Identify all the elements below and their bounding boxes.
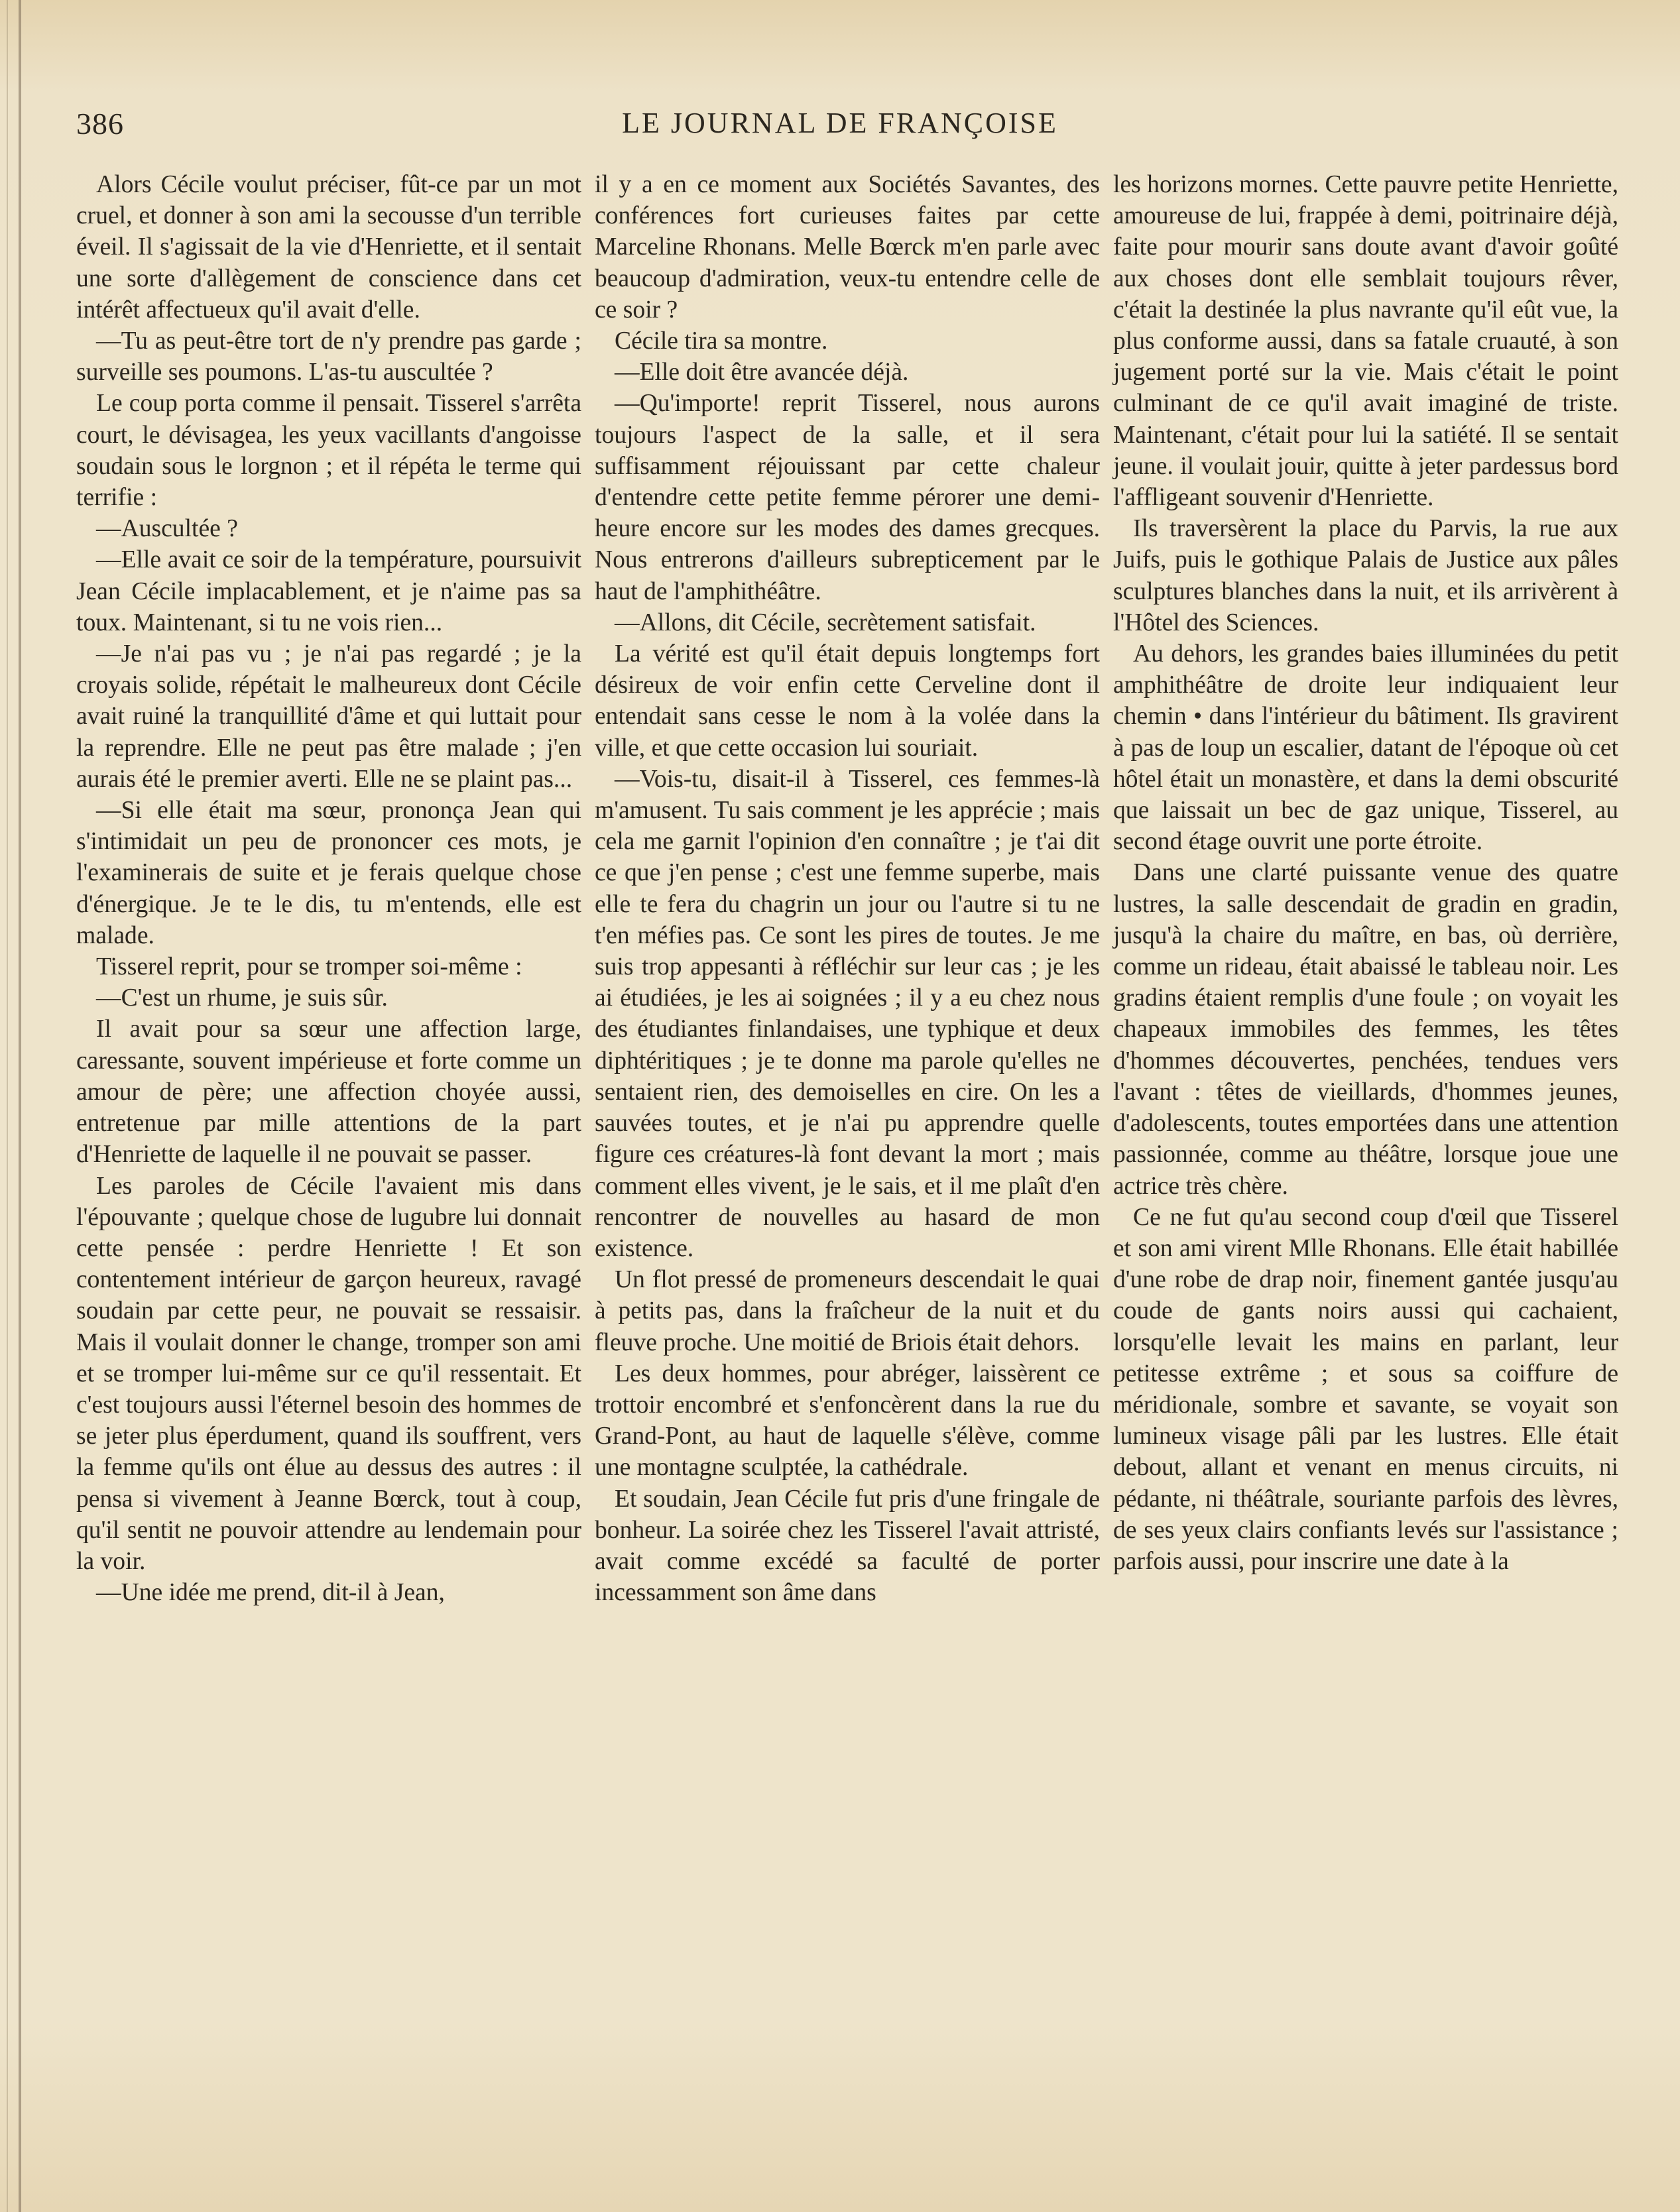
page-number: 386	[76, 107, 124, 141]
paragraph: Au dehors, les grandes baies illuminées du petit amphithéâtre de droite leur indiquaient leur chemin • dans l'intérieur du bâtiment. Ils gravirent à pas de loup un escalier, datant de l'époque où cet hôtel était un monastère, et dans la demi obscurité que laissait un bec de gaz unique, Tisserel, au second étage ouvrit une porte étroite.	[1113, 640, 1618, 856]
running-title: LE JOURNAL DE FRANÇOISE	[622, 107, 1058, 139]
column-left	[76, 169, 581, 2091]
binding-edge-shadow	[7, 0, 8, 2212]
text-columns	[76, 169, 1618, 2091]
paragraph: —Elle doit être avancée déjà.	[615, 359, 909, 386]
column-middle	[595, 169, 1100, 2091]
paragraph: les horizons mornes. Cette pauvre petite Henriette, amoureuse de lui, frappée à demi, poitrinaire déjà, faite pour mourir sans doute avant d'avoir goûté aux choses dont elle semblait toujours rêver, c'était la destinée la plus navrante qu'il eût vue, la plus conforme aussi, dans sa fatale cruauté, à son jugement porté sur la vie. Mais c'était le point culminant de ce qu'il avait imaginé de triste. Maintenant, c'était pour lui la satiété. Il se sentait jeune. il voulait jouir, quitte à jeter pardessus bord l'affligeant souvenir d'Henriette.	[1113, 171, 1618, 512]
paragraph: Cécile tira sa montre.	[615, 327, 828, 355]
paragraph: Le coup porta comme il pensait. Tisserel s'arrêta court, le dévisagea, les yeux vacillants d'angoisse soudain sous le lorgnon ; et il répéta le terme qui terrifie :	[76, 390, 581, 512]
paragraph: Et soudain, Jean Cécile fut pris d'une fringale de bonheur. La soirée chez les Tisserel l'avait attristé, avait comme excédé sa faculté de porter incessamment son âme dans	[595, 1485, 1100, 1607]
paragraph: Ils traversèrent la place du Parvis, la rue aux Juifs, puis le gothique Palais de Justice aux pâles sculptures blanches dans la nuit, et ils arrivèrent à l'Hôtel des Sciences.	[1113, 515, 1618, 636]
paragraph: —Elle avait ce soir de la température, poursuivit Jean Cécile implacablement, et je n'aime pas sa toux. Maintenant, si tu ne vois rien...	[76, 546, 581, 636]
paragraph: —Auscultée ?	[96, 515, 238, 543]
paragraph: —Si elle était ma sœur, prononça Jean qui s'intimidait un peu de prononcer ces mots, je l'examinerais de suite et je ferais quelque chose d'énergique. Je te le dis, tu m'entends, elle est malade.	[76, 797, 581, 949]
paragraph: Les deux hommes, pour abréger, laissèrent ce trottoir encombré et s'enfoncèrent dans la rue du Grand-Pont, au haut de laquelle s'élève, comme une montagne sculptée, la cathédrale.	[595, 1360, 1100, 1482]
paragraph: —Qu'importe! reprit Tisserel, nous aurons toujours l'aspect de la salle, et il sera suffisamment réjouissant par cette chaleur d'entendre cette petite femme pérorer une demi-heure encore sur les modes des dames grecques. Nous entrerons d'ailleurs subrepticement par le haut de l'amphithéâtre.	[595, 390, 1100, 605]
paragraph: Un flot pressé de promeneurs descendait le quai à petits pas, dans la fraîcheur de la nuit et du fleuve proche. Une moitié de Briois était dehors.	[595, 1266, 1100, 1356]
binding-edge	[19, 0, 21, 2212]
paragraph: —Allons, dit Cécile, secrètement satisfait.	[615, 609, 1036, 636]
paragraph: Ce ne fut qu'au second coup d'œil que Tisserel et son ami virent Mlle Rhonans. Elle était habillée d'une robe de drap noir, finement gantée jusqu'au coude de gants noirs aussi qui cachaient, lorsqu'elle levait les mains en parlant, leur petitesse extrême ; et sous sa coiffure de méridionale, sombre et savante, se voyait son lumineux visage pâli par les lustres. Elle était debout, allant et venant en menus circuits, ni pédante, ni théâtrale, souriante parfois des lèvres, de ses yeux clairs confiants levés sur l'assistance ; parfois aussi, pour inscrire une date à la	[1113, 1203, 1618, 1575]
paragraph: Alors Cécile voulut préciser, fût-ce par un mot cruel, et donner à son ami la secousse d'un terrible éveil. Il s'agissait de la vie d'Henriette, et il sentait une sorte d'allègement de conscience dans cet intérêt affectueux qu'il avait d'elle.	[76, 171, 581, 323]
paragraph: —C'est un rhume, je suis sûr.	[96, 984, 388, 1012]
paragraph: —Vois-tu, disait-il à Tisserel, ces femmes-là m'amusent. Tu sais comment je les apprécie ; mais cela me garnit l'opinion d'en connaître ; je t'ai dit ce que j'en pense ; c'est une femme superbe, mais elle te fera du chagrin un jour ou l'autre si tu ne t'en méfies pas. Ce sont les pires de toutes. Je me suis trop appesanti à réfléchir sur leur cas ; je les ai étudiées, je les ai soignées ; il y a eu chez nous des étudiantes finlandaises, une typhique et deux diphtéritiques ; je te donne ma parole qu'elles ne sentaient rien, des demoiselles en cire. On les a sauvées toutes, et je n'ai pu apprendre quelle figure ces créatures-là font devant la mort ; mais comment elles vivent, je le sais, et il me plaît d'en rencontrer de nouvelles au hasard de mon existence.	[595, 765, 1100, 1262]
paragraph: Tisserel reprit, pour se tromper soi-même :	[96, 953, 522, 981]
paragraph: —Une idée me prend, dit-il à Jean,	[96, 1579, 445, 1607]
paragraph: La vérité est qu'il était depuis longtemps fort désireux de voir enfin cette Cerveline dont il entendait sans cesse le nom à la volée dans la ville, et que cette occasion lui souriait.	[595, 640, 1100, 762]
paragraph: Dans une clarté puissante venue des quatre lustres, la salle descendait de gradin en gradin, jusqu'à la chaire du maître, en bas, où derrière, comme un rideau, était abaissé le tableau noir. Les gradins étaient remplis d'une foule ; on voyait les chapeaux immobiles des femmes, les têtes d'hommes découvertes, penchées, tendues vers l'avant : têtes de vieillards, d'hommes jeunes, d'adolescents, toutes emportées dans une attention passionnée, comme au théâtre, lorsque joue une actrice très chère.	[1113, 859, 1618, 1200]
paragraph: il y a en ce moment aux Sociétés Savantes, des conférences fort curieuses faites par cette Marceline Rhonans. Melle Bœrck m'en parle avec beaucoup d'admiration, veux-tu entendre celle de ce soir ?	[595, 171, 1100, 323]
paragraph: —Je n'ai pas vu ; je n'ai pas regardé ; je la croyais solide, répétait le malheureux dont Cécile avait ruiné la tranquillité d'âme et qui luttait pour la reprendre. Elle ne peut pas être malade ; j'en aurais été le premier averti. Elle ne se plaint pas...	[76, 640, 581, 793]
paragraph: —Tu as peut-être tort de n'y prendre pas garde ; surveille ses poumons. L'as-tu auscultée ?	[76, 327, 581, 386]
page-header	[76, 106, 1604, 152]
paragraph: Les paroles de Cécile l'avaient mis dans l'épouvante ; quelque chose de lugubre lui donnait cette pensée : perdre Henriette ! Et son contentement intérieur de garçon heureux, ravagé soudain par cette peur, ne pouvait se ressaisir. Mais il voulait donner le change, tromper son ami et se tromper lui-même sur ce qu'il ressentait. Et c'est toujours aussi l'éternel besoin des hommes de se jeter plus éperdument, quand ils souffrent, vers la femme qu'ils ont élue au dessus des autres : il pensa si vivement à Jeanne Bœrck, tout à coup, qu'il sentit ne pouvoir attendre au lendemain pour la voir.	[76, 1172, 581, 1575]
column-right	[1113, 169, 1618, 2091]
paragraph: Il avait pour sa sœur une affection large, caressante, souvent impérieuse et forte comme un amour de père; une affection choyée aussi, entretenue par mille attentions de la part d'Henriette de laquelle il ne pouvait se passer.	[76, 1016, 581, 1169]
